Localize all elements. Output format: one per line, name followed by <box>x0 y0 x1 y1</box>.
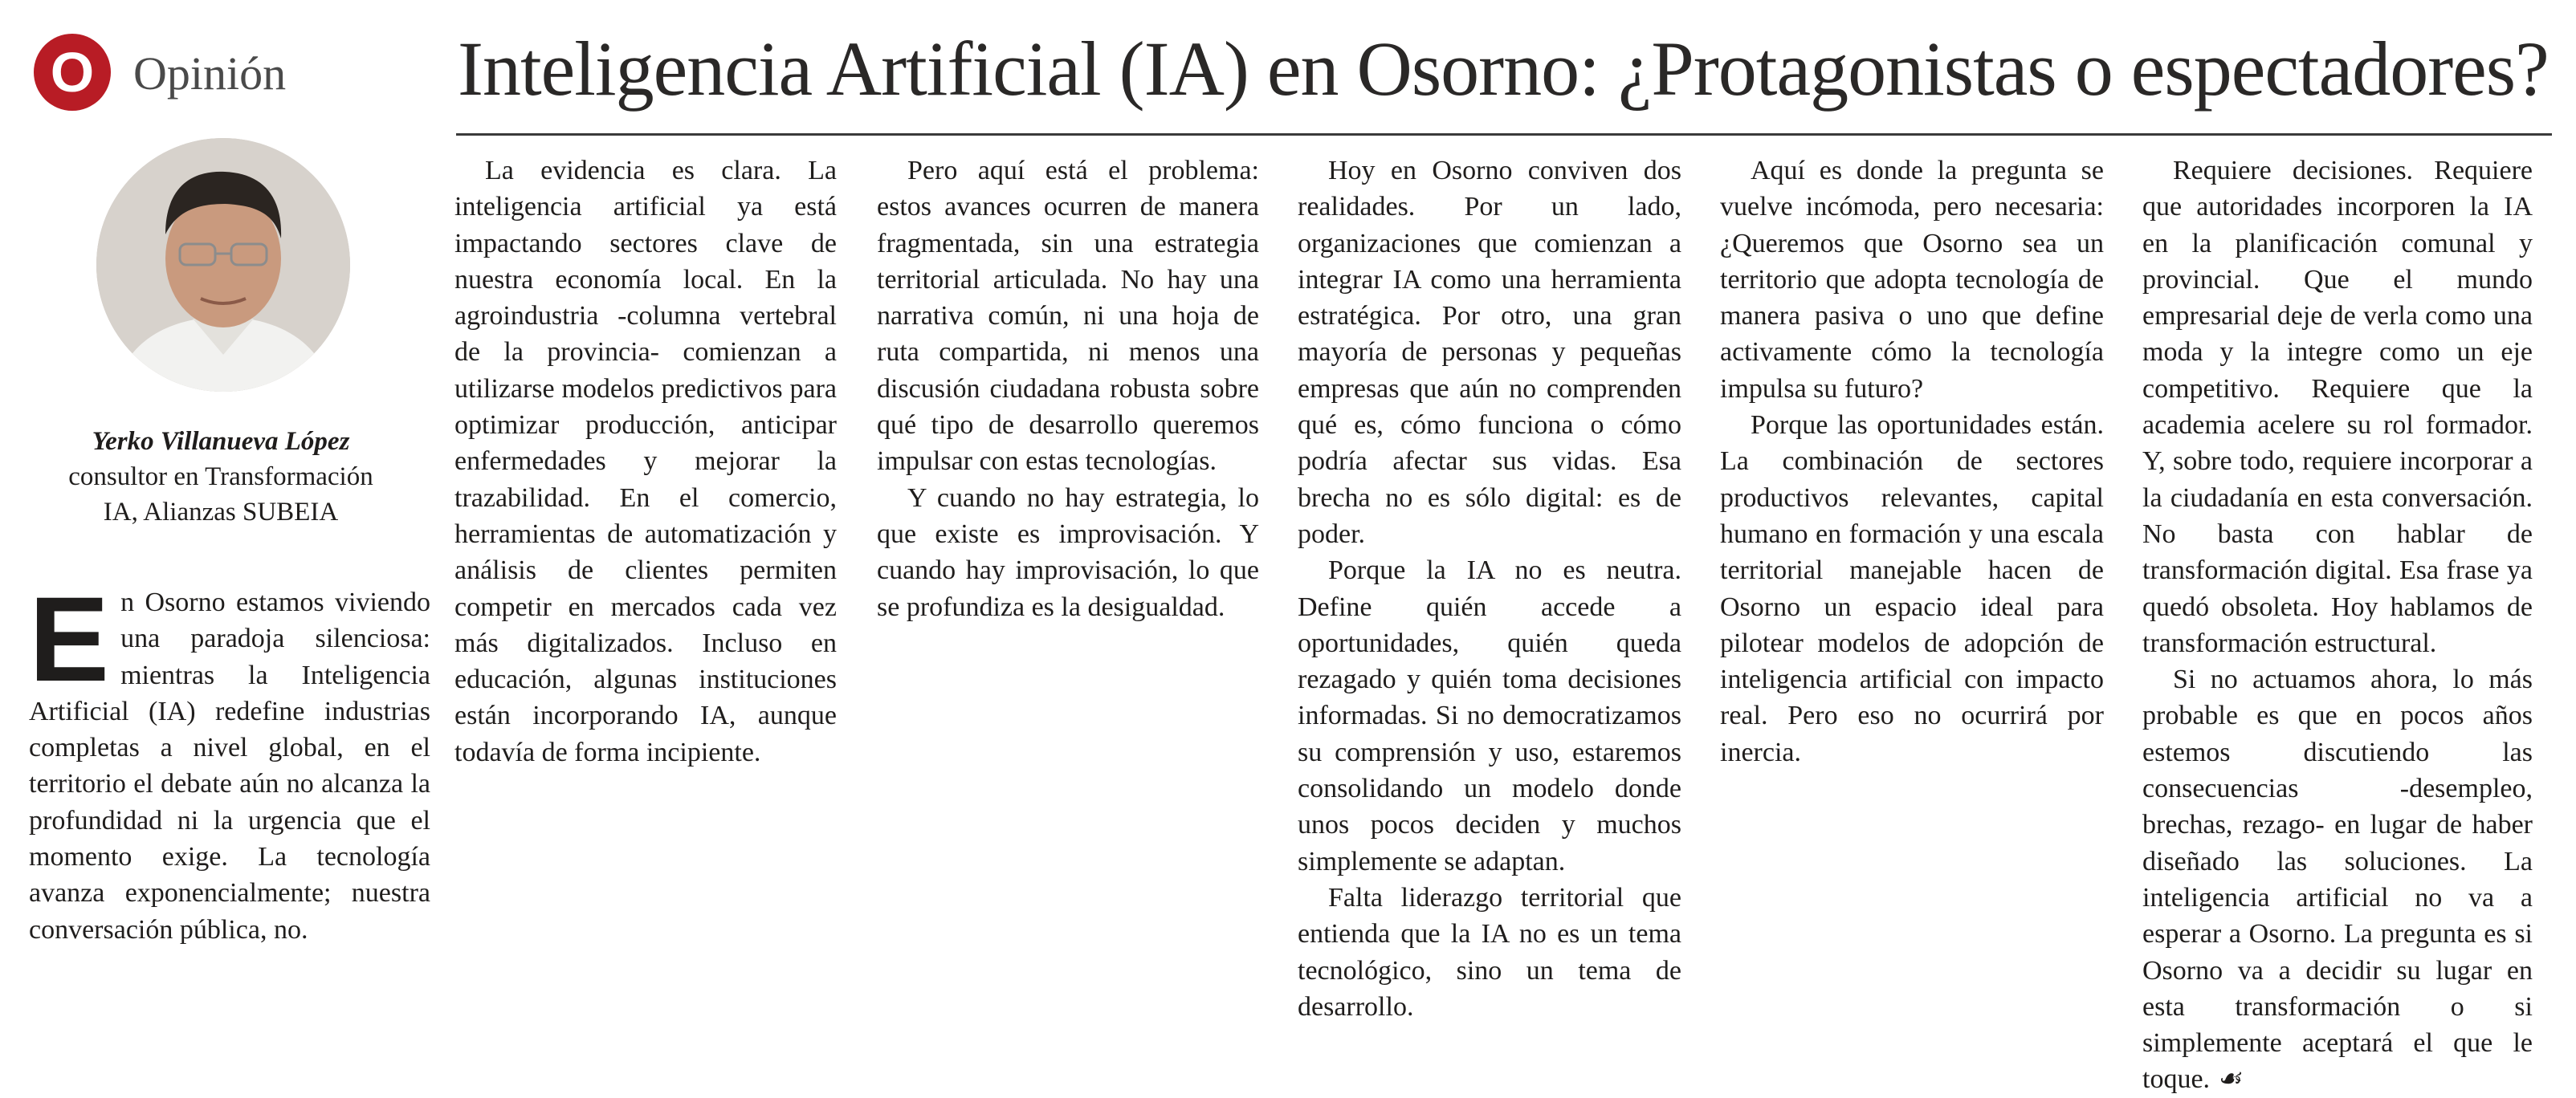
headline: Inteligencia Artificial (IA) en Osorno: ¿Protagonistas o espectadores? <box>458 26 2549 112</box>
author-photo <box>96 138 350 392</box>
article-column-1 <box>29 571 430 948</box>
article-paragraph: Pero aquí está el problema: estos avances ocurren de manera fragmentada, sin una estrategia territorial articulada. No hay una narrativa común, ni una hoja de ruta compartida, ni menos una discusión ciudadana robusta sobre qué tipo de desarrollo queremos impulsar con estas tecnologías. <box>877 156 1259 477</box>
article-column-3 <box>877 152 1259 625</box>
paragraph-text: Si no actuamos ahora, lo más probable es que en pocos años estemos discutiendo las consecuencias -desempleo, brechas, rezago- en lugar de haber diseñado las soluciones. La inteligencia artificial no va a esperar a Osorno. La pregunta es si Osorno va a decidir su lugar en esta transformación o si simplemente aceptará el que le toque. <box>2142 665 2533 1095</box>
section-logo: O <box>34 34 111 111</box>
article-paragraph: Requiere decisiones. Requiere que autoridades incorporen la IA en la planificación comunal y provincial. Que el mundo empresarial deje de verla como una moda y la integre como un eje competitivo. Requiere que la academia acelere su rol formador. Y, sobre todo, requiere incorporar a la ciudadanía en esta conversación. No basta con hablar de transformación digital. Esa frase ya quedó obsoleta. Hoy hablamos de transformación estructural. <box>2142 156 2533 658</box>
article-column-2 <box>454 152 837 771</box>
article-paragraph: Y cuando no hay estrategia, lo que existe es improvisación. Y cuando hay improvisación, lo que se profundiza es la desigualdad. <box>877 482 1259 622</box>
article-paragraph: Aquí es donde la pregunta se vuelve incómoda, pero necesaria: ¿Queremos que Osorno sea un territorio que adopta tecnología de manera pasiva o uno que define activamente cómo la tecnología impulsa su futuro? <box>1720 156 2104 404</box>
article-paragraph: Porque las oportunidades están. La combinación de sectores productivos relevantes, capital humano en formación y una escala territorial manejable hacen de Osorno un espacio ideal para pilotear modelos de adopción de inteligencia artificial con impacto real. Pero eso no ocurrirá por inercia. <box>1720 410 2104 767</box>
article-paragraph <box>29 571 430 948</box>
author-role-line1: consultor en Transformación <box>68 462 373 491</box>
article-paragraph: Falta liderazgo territorial que entienda que la IA no es un tema tecnológico, sino un tema de desarrollo. <box>1298 882 1681 1022</box>
article-paragraph: La evidencia es clara. La inteligencia artificial ya está impactando sectores clave de nuestra economía local. En la agroindustria -columna vertebral de la provincia- comienzan a utilizarse modelos predictivos para optimizar producción, anticipar enfermedades y mejorar la trazabilidad. En el comercio, herramientas de automatización y análisis de clientes permiten competir en mercados cada vez más digitalizados. Incluso en educación, algunas instituciones están incorporando IA, aunque todavía de forma incipiente. <box>454 156 837 767</box>
article-column-5 <box>1720 152 2104 771</box>
section-label: Opinión <box>133 47 287 100</box>
article-column-4 <box>1298 152 1681 1025</box>
author-portrait-image <box>96 138 350 392</box>
article-column-6 <box>2142 152 2533 1098</box>
article-paragraph: Hoy en Osorno conviven dos realidades. Por un lado, organizaciones que comienzan a integrar IA como una herramienta estratégica. Por otro, una gran mayoría de personas y pequeñas empresas que aún no comprenden qué es, cómo funciona o cómo podría afectar sus vidas. Esa brecha no es sólo digital: es de poder. <box>1298 156 1681 549</box>
end-mark-icon: ☙ <box>2216 1064 2242 1095</box>
headline-rule <box>456 133 2552 136</box>
author-byline <box>16 424 426 530</box>
author-name: Yerko Villanueva López <box>92 427 350 456</box>
article-paragraph <box>2142 661 2533 1098</box>
paragraph-text: n Osorno estamos viviendo una paradoja silenciosa: mientras la Inteligencia Artificial (IA) redefine industrias completas a nivel global, en el territorio el debate aún no alcanza la profundidad ni la urgencia que el momento exige. La tecnología avanza exponencialmente; nuestra conversación pública, no. <box>29 588 430 945</box>
drop-cap: E <box>29 571 110 706</box>
article-paragraph: Porque la IA no es neutra. Define quién accede a oportunidades, quién queda rezagado y quién toma decisiones informadas. Si no democratizamos su comprensión y uso, estaremos consolidando un modelo donde unos pocos deciden y muchos simplemente se adaptan. <box>1298 555 1681 876</box>
author-role-line2: IA, Alianzas SUBEIA <box>103 498 339 527</box>
